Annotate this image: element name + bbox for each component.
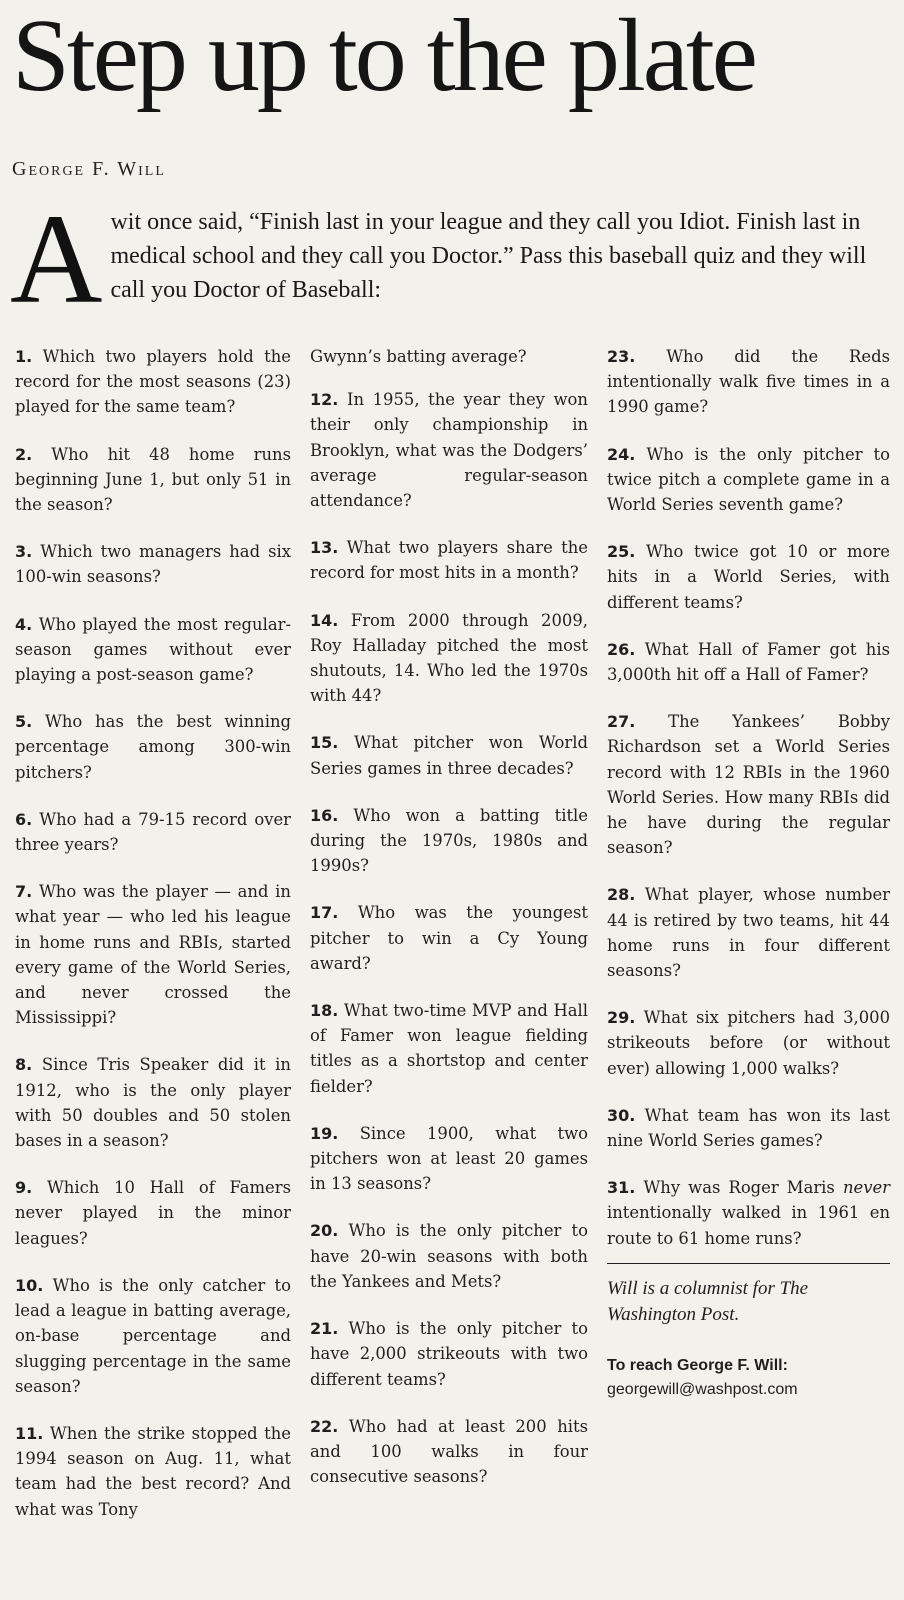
- question: [15, 539, 291, 589]
- question: [15, 612, 291, 688]
- question: [15, 442, 291, 518]
- question-text: The Yankees’ Bobby Richardson set a World Series record with 12 RBIs in the 1960 World Series. How many RBIs did he have during the regular season?: [607, 712, 890, 858]
- question: [310, 803, 588, 879]
- question-text: Who had a 79-15 record over three years?: [15, 809, 291, 855]
- question-number: 28.: [607, 885, 636, 905]
- question-number: 16.: [310, 805, 339, 825]
- question-number: 23.: [607, 347, 636, 366]
- question-number: 8.: [15, 1055, 33, 1075]
- question: [310, 730, 588, 780]
- question-number: 20.: [310, 1221, 339, 1241]
- question: [15, 879, 291, 1030]
- question: [607, 1175, 890, 1251]
- divider: [607, 1263, 890, 1264]
- question: [15, 1052, 291, 1153]
- question-text: From 2000 through 2009, Roy Halladay pitched the most shutouts, 14. Who led the 1970s with 44?: [310, 610, 588, 706]
- question-number: 21.: [310, 1319, 339, 1339]
- question-text: When the strike stopped the 1994 season on Aug. 11, what team had the best record? And what was Tony: [15, 1423, 291, 1519]
- question-text: Who is the only pitcher to have 20-win seasons with both the Yankees and Mets?: [310, 1221, 588, 1291]
- question-number: 26.: [607, 639, 636, 659]
- question-text: Who was the player — and in what year — who led his league in home runs and RBIs, started every game of the World Series, and never crossed the Mississippi?: [15, 882, 291, 1028]
- question-number: 17.: [310, 903, 339, 923]
- question-text: Which 10 Hall of Famers never played in the minor leagues?: [15, 1178, 291, 1248]
- question: [310, 535, 588, 585]
- question-number: 5.: [15, 712, 33, 732]
- question-number: 15.: [310, 733, 339, 753]
- column-1: [15, 344, 291, 1522]
- question-text: Who did the Reds intentionally walk five times in a 1990 game?: [607, 347, 890, 417]
- question: [310, 1414, 588, 1490]
- question: [15, 709, 291, 785]
- intro-paragraph: [10, 188, 892, 330]
- question-text: Who played the most regular-season games without ever playing a post-season game?: [15, 614, 291, 685]
- question-number: 6.: [15, 809, 33, 829]
- question-number: 11.: [15, 1423, 44, 1443]
- question-text: Who is the only catcher to lead a league in batting average, on-base percentage and slugging percentage in the same season?: [15, 1275, 291, 1396]
- question: [15, 1273, 291, 1399]
- question-continued: [310, 344, 588, 369]
- question-number: 19.: [310, 1123, 339, 1143]
- question: [310, 1121, 588, 1197]
- question-number: 9.: [15, 1178, 33, 1198]
- question-text: Gwynn’s batting average?: [310, 347, 527, 366]
- question: [310, 1316, 588, 1392]
- question: [15, 807, 291, 857]
- question-number: 29.: [607, 1008, 636, 1028]
- question-number: 24.: [607, 444, 636, 464]
- byline: George F. Will: [12, 158, 166, 180]
- question-text: Who twice got 10 or more hits in a World Series, with different teams?: [607, 542, 890, 612]
- question: [607, 637, 890, 687]
- question-number: 13.: [310, 538, 339, 558]
- question-text: Who has the best winning percentage among 300-win pitchers?: [15, 712, 291, 782]
- question-number: 30.: [607, 1105, 636, 1125]
- column-2: [310, 344, 588, 1489]
- question-text: In 1955, the year they won their only championship in Brooklyn, what was the Dodgers’ average regular-season attendance?: [310, 390, 588, 511]
- question-text: Since 1900, what two pitchers won at least 20 games in 13 seasons?: [310, 1123, 589, 1194]
- question-number: 31.: [607, 1178, 636, 1198]
- question: [607, 1005, 890, 1081]
- question-text: Which two players hold the record for the most seasons (23) played for the same team?: [15, 347, 292, 417]
- intro-text: wit once said, “Finish last in your league and they call you Idiot. Finish last in medical school and they call you Doctor.” Pass this baseball quiz and they will call you Doctor of Baseball:: [110, 209, 867, 303]
- question-number: 14.: [310, 610, 339, 630]
- question-text: What Hall of Famer got his 3,000th hit off a Hall of Famer?: [607, 639, 890, 685]
- question-text: Who had at least 200 hits and 100 walks in four consecutive seasons?: [310, 1416, 588, 1487]
- question-text: Who hit 48 home runs beginning June 1, but only 51 in the season?: [15, 444, 291, 515]
- question: [607, 882, 890, 983]
- question-number: 22.: [310, 1416, 339, 1436]
- question: [310, 1218, 588, 1294]
- contact-label: To reach George F. Will:: [607, 1356, 788, 1374]
- question: [310, 608, 588, 709]
- drop-cap: A: [10, 188, 103, 330]
- question-number: 18.: [310, 1001, 339, 1021]
- question-number: 1.: [15, 347, 33, 366]
- question-number: 25.: [607, 542, 636, 562]
- question: [310, 387, 588, 513]
- question-text: What team has won its last nine World Series games?: [607, 1105, 890, 1151]
- question-number: 7.: [15, 882, 33, 902]
- question-text: What two players share the record for most hits in a month?: [310, 538, 589, 583]
- question-number: 10.: [15, 1275, 44, 1295]
- question-number: 3.: [15, 542, 33, 562]
- question-text: Since Tris Speaker did it in 1912, who is the only player with 50 doubles and 50 stolen bases in a season?: [15, 1055, 291, 1151]
- question: [310, 900, 588, 976]
- question-text: What player, whose number 44 is retired by two teams, hit 44 home runs in four different seasons?: [607, 885, 890, 981]
- question: [607, 1103, 890, 1153]
- question-text: intentionally walked in 1961 en route to 61 home runs?: [607, 1203, 890, 1248]
- question: [15, 1421, 291, 1522]
- question-text: Which two managers had six 100-win seasons?: [15, 542, 291, 587]
- column-3: [607, 344, 890, 1402]
- question-text: Why was Roger Maris: [643, 1178, 835, 1198]
- question-text: What six pitchers had 3,000 strikeouts before (or without ever) allowing 1,000 walks?: [607, 1008, 890, 1078]
- question-text: What pitcher won World Series games in three decades?: [310, 733, 588, 778]
- question-text: What two-time MVP and Hall of Famer won league fielding titles as a shortstop and center fielder?: [310, 1001, 588, 1096]
- author-bio: Will is a columnist for The Washington Post.: [607, 1277, 809, 1325]
- question-number: 12.: [310, 390, 339, 410]
- question: [607, 709, 890, 860]
- question-emphasis: never: [842, 1178, 890, 1198]
- question-number: 27.: [607, 712, 636, 732]
- question-number: 2.: [15, 444, 33, 464]
- question-text: Who won a batting title during the 1970s, 1980s and 1990s?: [310, 805, 588, 876]
- question-text: Who was the youngest pitcher to win a Cy Young award?: [310, 903, 589, 973]
- question-text: Who is the only pitcher to twice pitch a complete game in a World Series seventh game?: [607, 444, 890, 515]
- question-number: 4.: [15, 614, 33, 634]
- contact-email: georgewill@washpost.com: [607, 1380, 798, 1398]
- question-text: Who is the only pitcher to have 2,000 strikeouts with two different teams?: [310, 1319, 588, 1389]
- question: [15, 344, 291, 420]
- question: [15, 1175, 291, 1251]
- headline: Step up to the plate: [12, 0, 755, 113]
- question: [310, 998, 588, 1099]
- question: [607, 442, 890, 518]
- question: [607, 344, 890, 420]
- question: [607, 539, 890, 615]
